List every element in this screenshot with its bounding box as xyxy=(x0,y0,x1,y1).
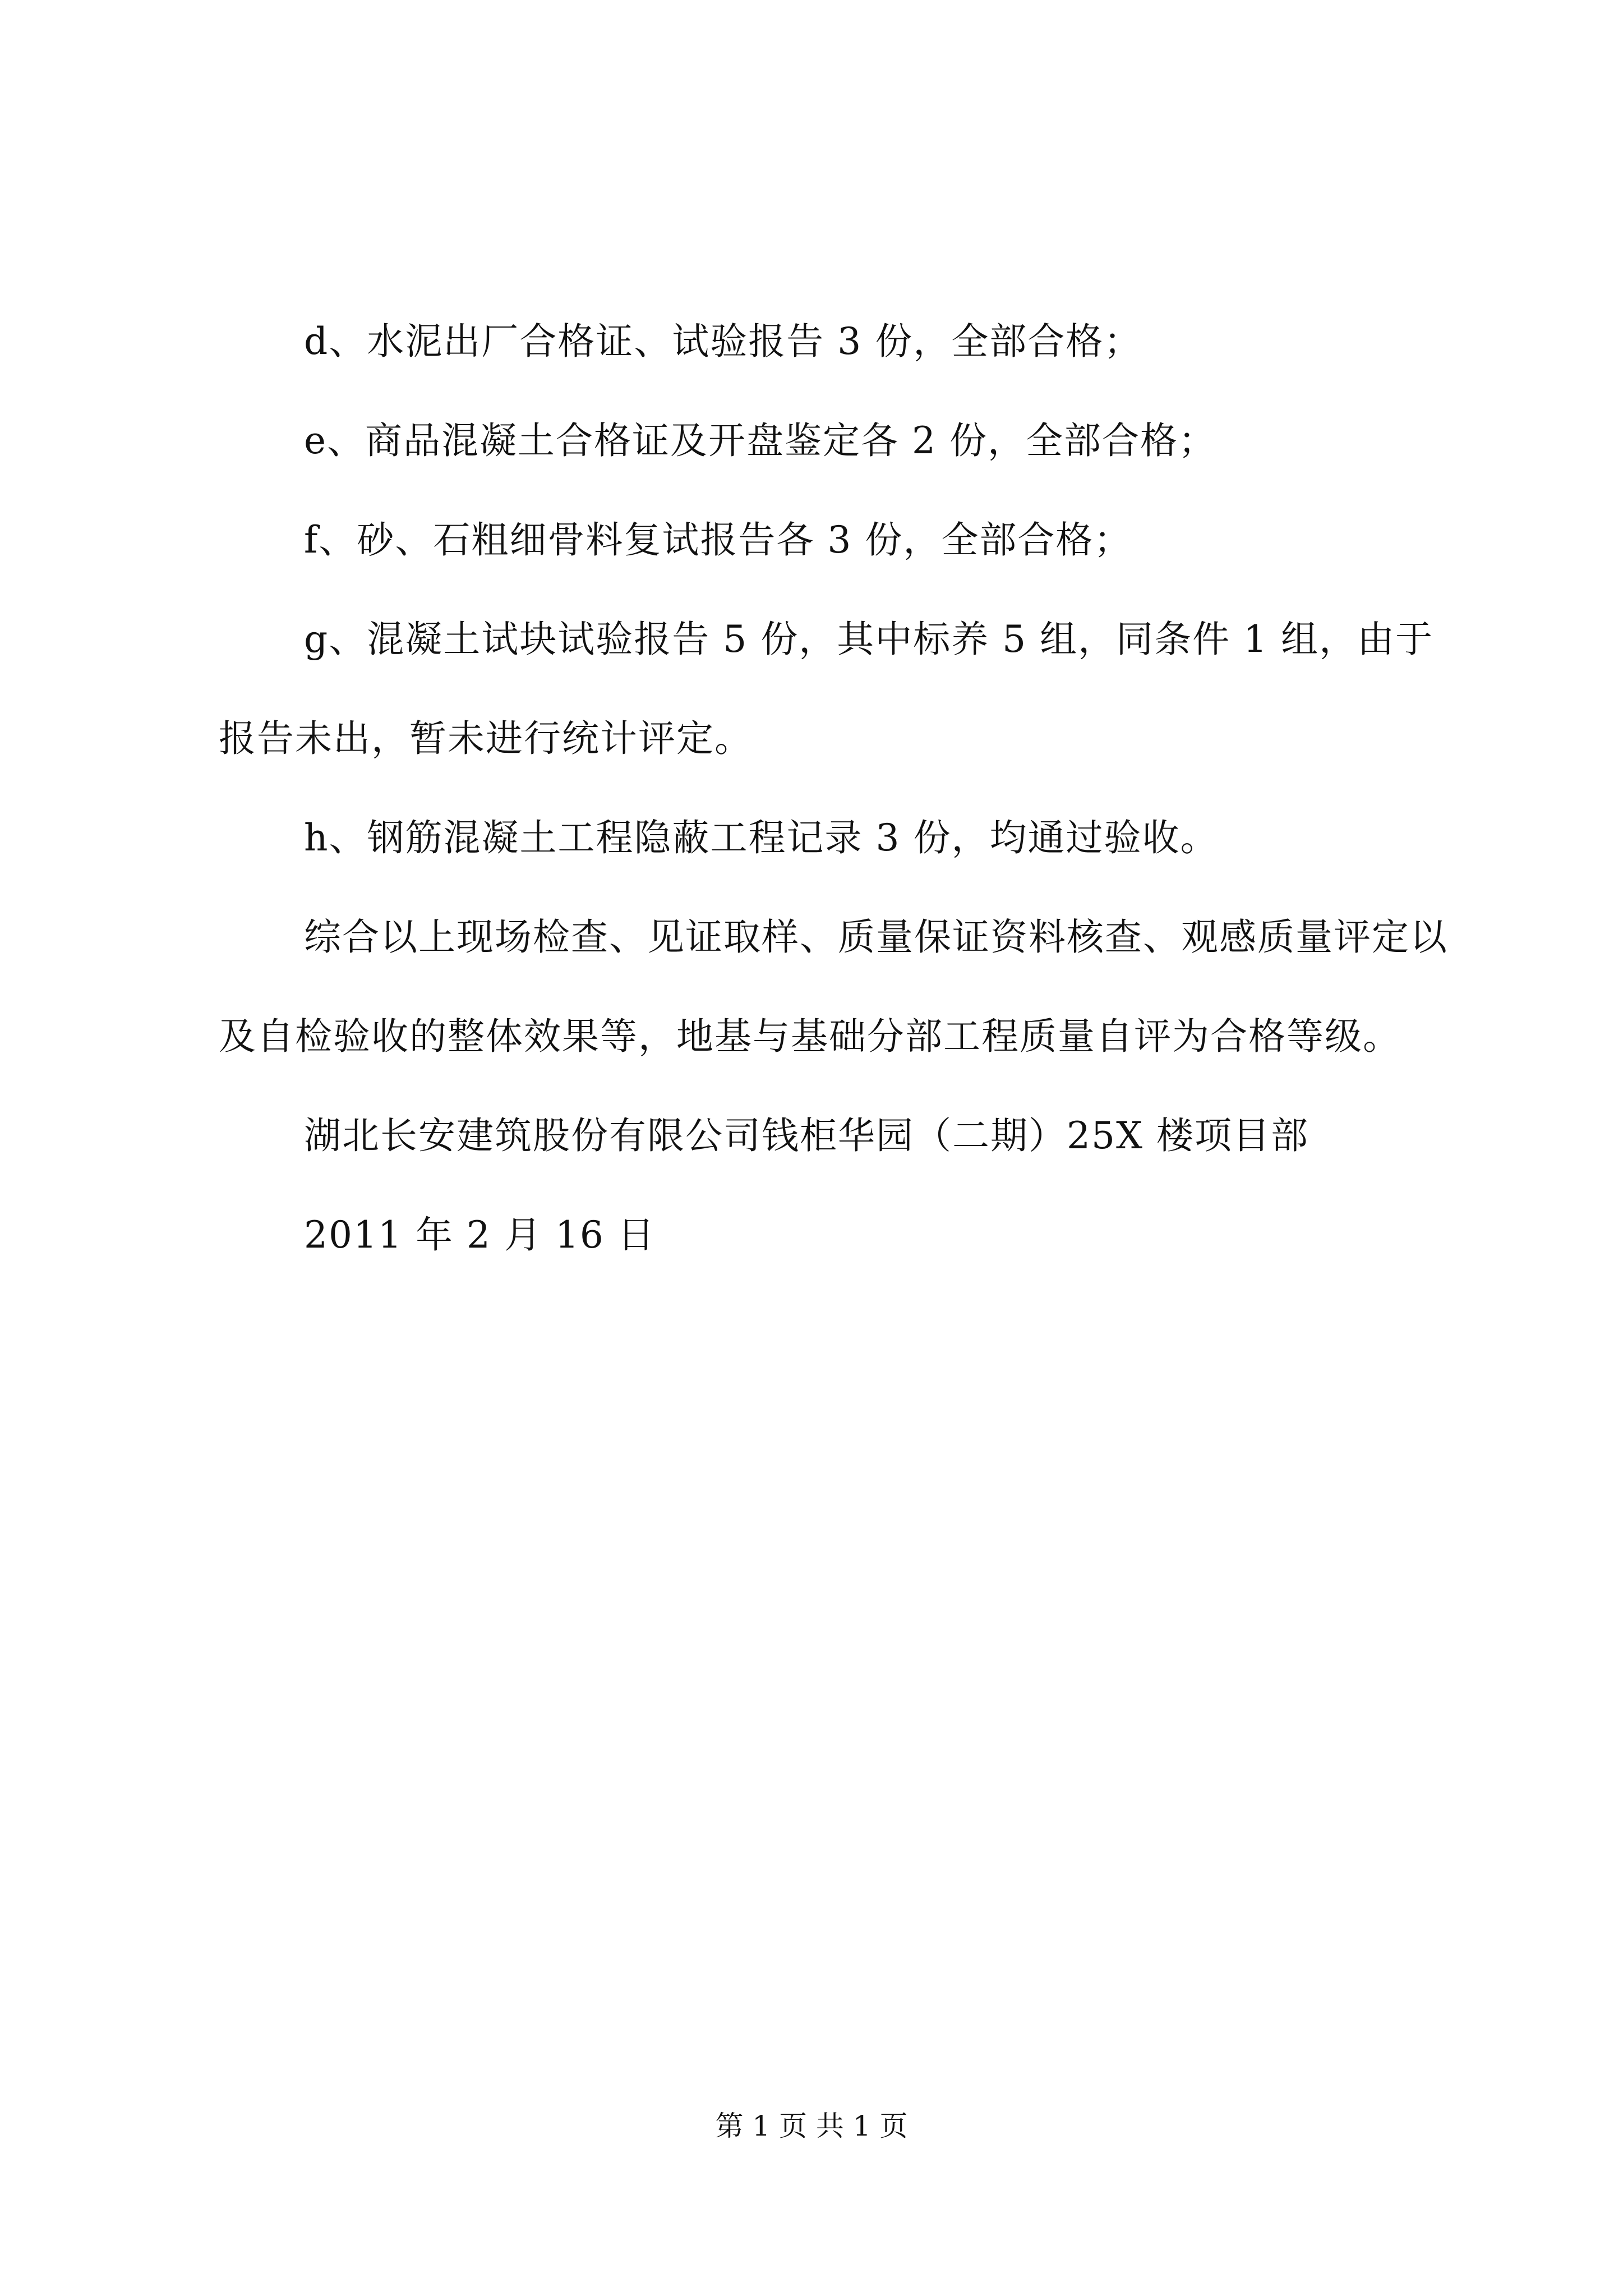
signature-line: 湖北长安建筑股份有限公司钱柜华园（二期）25X 楼项目部 xyxy=(304,1114,1309,1157)
page-footer: 第 1 页 共 1 页 xyxy=(715,2110,908,2142)
paragraph-concealed-work-records: h、钢筋混凝土工程隐蔽工程记录 3 份，均通过验收。 xyxy=(304,816,1219,859)
paragraph-concrete-certificates: e、商品混凝土合格证及开盘鉴定各 2 份，全部合格； xyxy=(304,419,1217,462)
date-line: 2011 年 2 月 16 日 xyxy=(304,1213,656,1257)
document-body xyxy=(219,292,1458,1285)
paragraph-conclusion: 综合以上现场检查、见证取样、质量保证资料核查、观感质量评定以及自检验收的整体效果等，地基与基础分部工程质量自评为合格等级。 xyxy=(219,915,1448,1058)
paragraph-aggregate-reports: f、砂、石粗细骨料复试报告各 3 份，全部合格； xyxy=(304,518,1132,562)
paragraph-cement-certificates: d、水泥出厂合格证、试验报告 3 份，全部合格； xyxy=(304,320,1142,363)
paragraph-test-block-reports: g、混凝土试块试验报告 5 份，其中标养 5 组，同条件 1 组，由于报告未出，暂未进行统计评定。 xyxy=(219,618,1434,760)
